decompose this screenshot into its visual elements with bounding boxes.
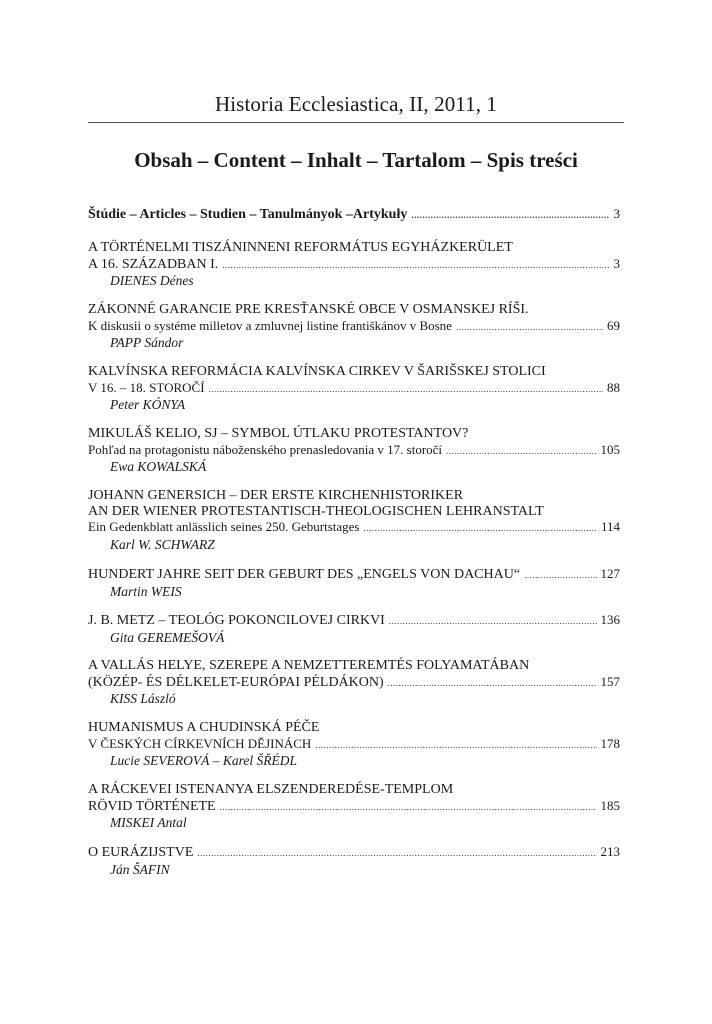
toc-entry-title: KALVÍNSKA REFORMÁCIA KALVÍNSKA CIRKEV V ŠARIŠSKEJ STOLICI: [88, 364, 546, 379]
page-number: 136: [600, 612, 620, 627]
page-title: Obsah – Content – Inhalt – Tartalom – Spis treści: [134, 148, 578, 172]
toc-entry-author: KISS László: [110, 691, 176, 706]
leader-dots: [222, 258, 609, 274]
toc-entry: [88, 720, 620, 782]
toc-entry-title: (KÖZÉP- ÉS DÉLKELET-EURÓPAI PÉLDÁKON): [88, 674, 384, 690]
toc-entry-author: Peter KÓNYA: [110, 397, 186, 412]
toc-entry-line: [88, 658, 620, 674]
page-number: 157: [600, 673, 620, 689]
section-label: Štúdie – Articles – Studien – Tanulmányok –Artykuły: [88, 207, 408, 222]
toc-entry: [88, 240, 620, 302]
leader-dots: [411, 208, 609, 224]
leader-dots: [524, 568, 596, 584]
leader-dots: [388, 676, 597, 692]
toc-entry: [88, 782, 620, 844]
section-page-number: 3: [613, 206, 620, 221]
page-number: 185: [600, 797, 620, 813]
toc-entry-line: [88, 240, 620, 256]
toc-entry-author: PAPP Sándor: [110, 335, 184, 350]
leader-dots: [197, 846, 596, 862]
toc-entry-author: Lucie SEVEROVÁ – Karel ŠŘÉDL: [110, 753, 297, 768]
toc-entry-author: DIENES Dénes: [110, 273, 194, 288]
toc-entry-title: A RÁCKEVEI ISTENANYA ELSZENDEREDÉSE-TEMPLOM: [88, 782, 454, 797]
toc-entry-title: HUNDERT JAHRE SEIT DER GEBURT DES „ENGELS VON DACHAU“: [88, 567, 521, 582]
toc-entry: [88, 566, 620, 612]
toc-entry-title: Pohľad na protagonistu náboženského prenasledovania v 17. storočí: [88, 441, 443, 457]
toc-entry-title: A TÖRTÉNELMI TISZÁNINNENI REFORMÁTUS EGYHÁZKERÜLET: [88, 240, 513, 255]
toc-entry: [88, 488, 620, 566]
toc-entry-line: [88, 612, 620, 630]
page-number: 105: [600, 441, 620, 457]
toc-entry-title: MIKULÁŠ KELIO, SJ – SYMBOL ÚTLAKU PROTESTANTOV?: [88, 426, 469, 441]
toc-entry-line: [88, 566, 620, 584]
toc-entry-line: [88, 256, 620, 274]
leader-dots: [315, 738, 596, 754]
leader-dots: [209, 382, 603, 398]
page-number: 3: [613, 255, 620, 271]
toc-entry: [88, 302, 620, 364]
toc-entry-author: Gita GEREMEŠOVÁ: [110, 629, 225, 645]
toc-entry: [88, 426, 620, 488]
toc-entry-title: JOHANN GENERSICH – DER ERSTE KIRCHENHISTORIKER: [88, 488, 464, 503]
toc-entry-author: Ewa KOWALSKÁ: [110, 459, 207, 474]
journal-header: Historia Ecclesiastica, II, 2011, 1: [214, 92, 498, 116]
page-number: 114: [600, 519, 620, 534]
page-number: 69: [607, 317, 620, 333]
toc-entry-title: K diskusii o systéme milletov a zmluvnej listine františkánov v Bosne: [88, 317, 452, 333]
toc-entry-line: [88, 782, 620, 798]
toc-entry-title: V ČESKÝCH CÍRKEVNÍCH DĚJINÁCH: [88, 735, 312, 751]
toc-entry-title: A VALLÁS HELYE, SZEREPE A NEMZETTEREMTÉS FOLYAMATÁBAN: [88, 658, 530, 673]
leader-dots: [364, 521, 597, 537]
toc-entry-line: [88, 318, 620, 336]
toc-entry-line: [88, 736, 620, 754]
toc-entry: [88, 364, 620, 426]
toc-entry-line: [88, 364, 620, 380]
page-number: 127: [600, 566, 620, 581]
leader-dots: [446, 444, 596, 460]
toc-entry-author: Karl W. SCHWARZ: [110, 536, 215, 552]
toc-list: [88, 240, 620, 890]
toc-entry-title: V 16. – 18. STOROČÍ: [88, 379, 205, 395]
toc-entry-title: RÖVID TÖRTÉNETE: [88, 798, 216, 814]
toc-entry-line: [88, 442, 620, 460]
toc-entry-line: [88, 504, 620, 520]
toc-entry-line: [88, 302, 620, 318]
leader-dots: [389, 614, 597, 630]
page-number: 213: [600, 844, 620, 859]
toc-entry-line: [88, 488, 620, 504]
toc-entry-title: ZÁKONNÉ GARANCIE PRE KRESŤANSKÉ OBCE V OSMANSKEJ RÍŠI.: [88, 302, 529, 317]
toc-entry-line: [88, 720, 620, 736]
toc-entry-title: HUMANISMUS A CHUDINSKÁ PÉČE: [88, 720, 320, 735]
toc-entry-title: A 16. SZÁZADBAN I.: [88, 256, 219, 272]
toc-entry-line: [88, 426, 620, 442]
header-rule: [88, 122, 624, 123]
toc-entry-line: [88, 674, 620, 692]
toc-entry: [88, 658, 620, 720]
toc-entry: [88, 844, 620, 890]
toc-entry-title: AN DER WIENER PROTESTANTISCH-THEOLOGISCHEN LEHRANSTALT: [88, 503, 544, 519]
toc-entry-line: [88, 798, 620, 816]
page-number: 178: [600, 735, 620, 751]
section-heading: [88, 206, 620, 224]
leader-dots: [220, 800, 597, 816]
toc-entry-title: O EURÁZIJSTVE: [88, 845, 194, 860]
toc-entry-author: Martin WEIS: [110, 583, 182, 599]
toc-entry-line: [88, 519, 620, 537]
toc-entry-line: [88, 380, 620, 398]
toc-entry-title: Ein Gedenkblatt anlässlich seines 250. Geburtstages: [88, 519, 360, 534]
leader-dots: [456, 320, 603, 336]
toc-entry-title: J. B. METZ – TEOLÓG POKONCILOVEJ CIRKVI: [88, 613, 385, 628]
toc-entry-author: Ján ŠAFIN: [110, 861, 170, 877]
toc-entry-line: [88, 844, 620, 862]
toc-entry-author: MISKEI Antal: [110, 815, 187, 830]
toc-entry: [88, 612, 620, 658]
page-number: 88: [607, 379, 620, 395]
